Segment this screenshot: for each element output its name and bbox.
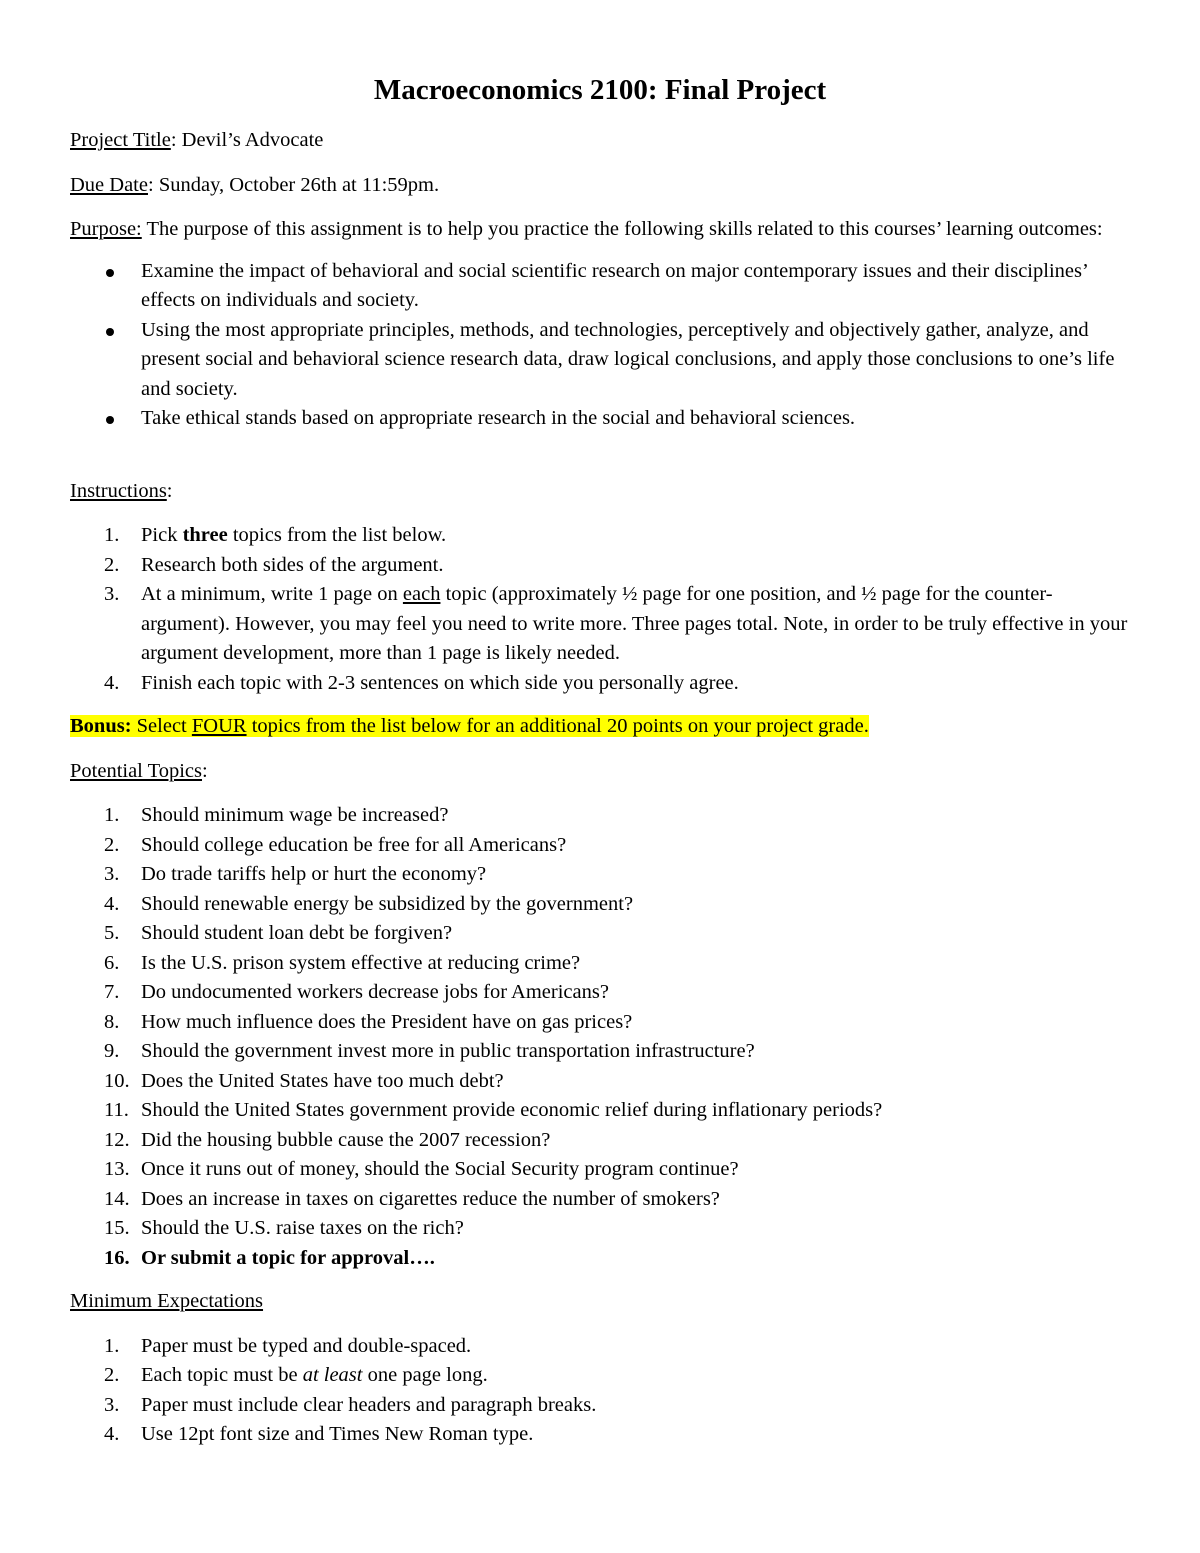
list-item [104,1126,1130,1156]
list-item [104,1008,1130,1038]
item-text-post: topics from the list below. [227,524,447,546]
item-number: 3. [104,1393,120,1416]
item-number: 2. [104,553,120,576]
list-item [104,580,1130,669]
instructions-heading [70,477,1130,507]
item-number: 4. [104,1423,120,1445]
item-number: 4. [104,892,120,915]
instructions-list [70,521,1130,698]
bonus-line [70,712,1130,742]
item-text: Should the U.S. raise taxes on the rich? [141,1217,464,1239]
item-number: 9. [104,1040,120,1062]
bullet-text: Examine the impact of behavioral and social scientific research on major contemporary issues and their disciplines’ effects on individuals and society. [141,259,1088,311]
item-number: 2. [104,1364,120,1386]
list-item [104,1067,1130,1097]
list-item [104,860,1130,890]
list-item [104,801,1130,831]
bullet-icon [106,269,114,277]
list-item [104,890,1130,920]
project-title-line [70,126,1130,156]
item-number: 7. [104,981,120,1003]
list-item [104,831,1130,861]
item-number: 1. [104,524,120,546]
item-text-pre: Each topic must be [141,1364,303,1386]
item-text: Should the United States government provide economic relief during inflationary periods? [141,1099,883,1121]
topics-label: Potential Topics [70,759,202,782]
instructions-label: Instructions [70,479,167,502]
item-number: 6. [104,951,120,974]
list-item [104,669,1130,699]
purpose-bullet-list [70,257,1130,434]
list-item [104,1037,1130,1067]
list-item [104,1214,1130,1244]
due-date-sep: : [147,173,154,196]
list-item [141,257,1130,316]
item-text: Do trade tariffs help or hurt the economy? [141,863,487,885]
project-title-sep: : [170,129,177,151]
item-text: Paper must include clear headers and paragraph breaks. [141,1393,597,1416]
bonus-highlight [70,715,869,737]
list-item [104,1391,1130,1421]
item-text: Should college education be free for all Americans? [141,833,567,856]
item-text-post: topic (approximately ½ page for one position, and ½ page for the counter-argument). However, you may feel you need to write more. Three pages total. Note, in order to be truly effective in your argument development, more than 1 page is likely needed. [141,583,1128,664]
item-number: 1. [104,1334,120,1357]
item-number: 15. [104,1217,130,1239]
list-item [104,919,1130,949]
item-number: 5. [104,922,120,944]
project-title-value: Devil’s Advocate [176,129,324,151]
item-text: How much influence does the President have on gas prices? [141,1010,633,1033]
expectations-list [70,1332,1130,1450]
list-item [104,1420,1130,1450]
bullet-text: Take ethical stands based on appropriate research in the social and behavioral sciences. [141,407,856,429]
item-text: Should minimum wage be increased? [141,804,449,826]
expectations-heading [70,1287,1130,1317]
item-number: 13. [104,1158,130,1180]
purpose-paragraph [70,215,1130,245]
topics-list [70,801,1130,1273]
item-text-bold: three [182,524,228,546]
bonus-post: topics from the list below for an additional 20 points on your project grade. [246,715,869,737]
list-item [104,551,1130,581]
item-text: Is the U.S. prison system effective at reducing crime? [141,951,581,974]
list-item [104,1361,1130,1391]
item-number: 2. [104,833,120,856]
document-title: Macroeconomics 2100: Final Project [373,74,827,106]
bullet-text: Using the most appropriate principles, methods, and technologies, perceptively and objectively gather, analyze, and present social and behavioral science research data, draw logical conclusions, and apply those conclusions to one’s life and society. [141,318,1115,400]
item-number: 14. [104,1187,130,1210]
item-text: Should renewable energy be subsidized by the government? [141,892,634,915]
list-item [104,1096,1130,1126]
item-text-pre: At a minimum, write 1 page on [141,583,403,605]
bonus-label: Bonus: [70,715,132,737]
item-text: Should the government invest more in public transportation infrastructure? [141,1040,755,1062]
item-number: 3. [104,583,120,605]
item-number: 10. [104,1069,130,1092]
item-number: 11. [104,1099,129,1121]
list-item [104,978,1130,1008]
item-text-pre: Pick [141,524,183,546]
list-item [104,1155,1130,1185]
item-text-post: one page long. [362,1364,488,1386]
item-text: Or submit a topic for approval…. [141,1246,435,1269]
item-text: Use 12pt font size and Times New Roman type. [141,1423,534,1445]
bullet-icon [106,328,114,336]
topics-heading [70,757,1130,787]
purpose-text: The purpose of this assignment is to help you practice the following skills related to this courses’ learning outcomes: [141,218,1103,240]
list-item [141,404,1130,434]
item-number: 12. [104,1128,130,1151]
due-date-line [70,171,1130,201]
item-number: 3. [104,863,120,885]
item-text-italic: at least [302,1364,363,1386]
purpose-label: Purpose: [70,218,142,240]
item-text: Once it runs out of money, should the Social Security program continue? [141,1158,739,1180]
list-item [104,521,1130,551]
list-item [104,1332,1130,1362]
due-date-label: Due Date [70,173,148,196]
item-text: Paper must be typed and double-spaced. [141,1334,472,1357]
instructions-sep: : [166,479,173,502]
due-date-value: Sunday, October 26th at 11:59pm. [153,173,440,196]
bullet-icon [106,416,114,424]
item-text: Do undocumented workers decrease jobs for Americans? [141,981,609,1003]
item-text: Does the United States have too much debt? [141,1069,504,1092]
item-number: 4. [104,671,120,694]
bonus-underline: FOUR [191,715,247,737]
item-number: 8. [104,1010,120,1033]
item-text: Does an increase in taxes on cigarettes reduce the number of smokers? [141,1187,720,1210]
topics-sep: : [202,759,208,782]
item-text-underline: each [402,583,441,605]
item-number: 1. [104,804,120,826]
project-title-label: Project Title [70,129,171,151]
item-text: Did the housing bubble cause the 2007 recession? [141,1128,551,1151]
list-item [104,949,1130,979]
item-text: Research both sides of the argument. [141,553,444,576]
list-item [141,316,1130,405]
expectations-label: Minimum Expectations [70,1290,264,1312]
item-number: 16. [104,1246,130,1269]
item-text: Should student loan debt be forgiven? [141,922,453,944]
list-item [104,1244,1130,1274]
item-text: Finish each topic with 2-3 sentences on which side you personally agree. [141,671,739,694]
list-item [104,1185,1130,1215]
bonus-pre: Select [131,715,192,737]
